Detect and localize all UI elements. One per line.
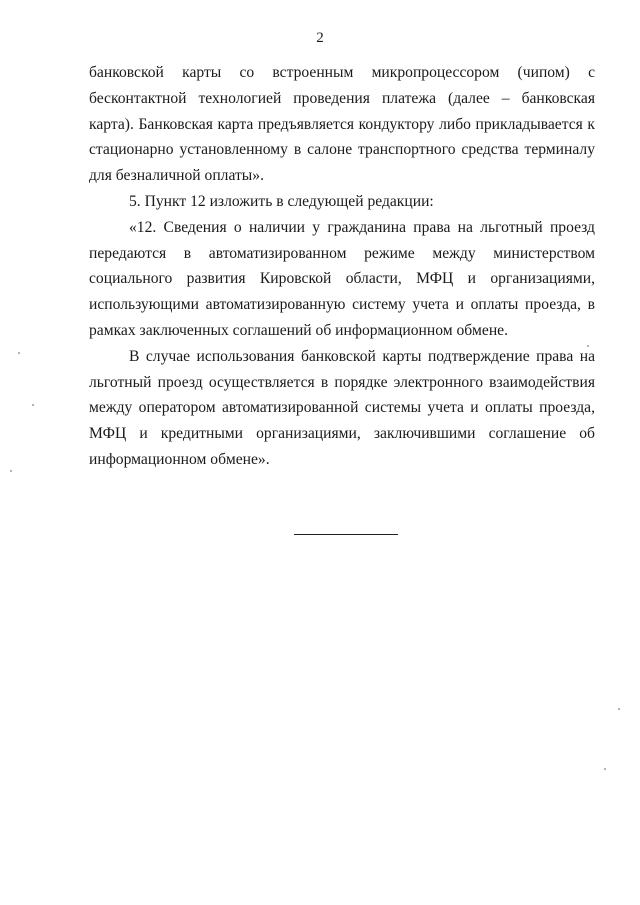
paragraph-bank-card-case: В случае использования банковской карты подтверждение права на льготный проезд осуществляется в порядке электронного взаимодействия между оператором автоматизированной системы учета и оплаты проезда, МФЦ и кредитными организациями, заключившими соглашение об информационном обмене». bbox=[89, 347, 595, 468]
scan-speck bbox=[18, 352, 20, 354]
paragraph-item-5: 5. Пункт 12 изложить в следующей редакции: bbox=[129, 192, 434, 210]
scan-speck bbox=[10, 470, 12, 472]
scan-speck bbox=[32, 404, 34, 406]
scan-speck bbox=[618, 708, 620, 710]
scan-speck bbox=[587, 345, 589, 347]
separator-line bbox=[294, 534, 398, 535]
paragraph-card-description: банковской карты со встроенным микропроцессором (чипом) с бесконтактной технологией проведения платежа (далее – банковская карта). Банковская карта предъявляется кондуктору либо прикладывается к стационарно установленному в салоне транспортного средства терминалу для безналичной оплаты». bbox=[89, 64, 595, 185]
document-body bbox=[89, 60, 595, 473]
paragraph-item-12: «12. Сведения о наличии у гражданина права на льготный проезд передаются в автоматизированном режиме между министерством социального развития Кировской области, МФЦ и организациями, использующими автоматизированную систему учета и оплаты проезда, в рамках заключенных соглашений об информационном обмене. bbox=[89, 218, 595, 339]
page-number: 2 bbox=[316, 30, 324, 46]
scan-speck bbox=[604, 768, 606, 770]
